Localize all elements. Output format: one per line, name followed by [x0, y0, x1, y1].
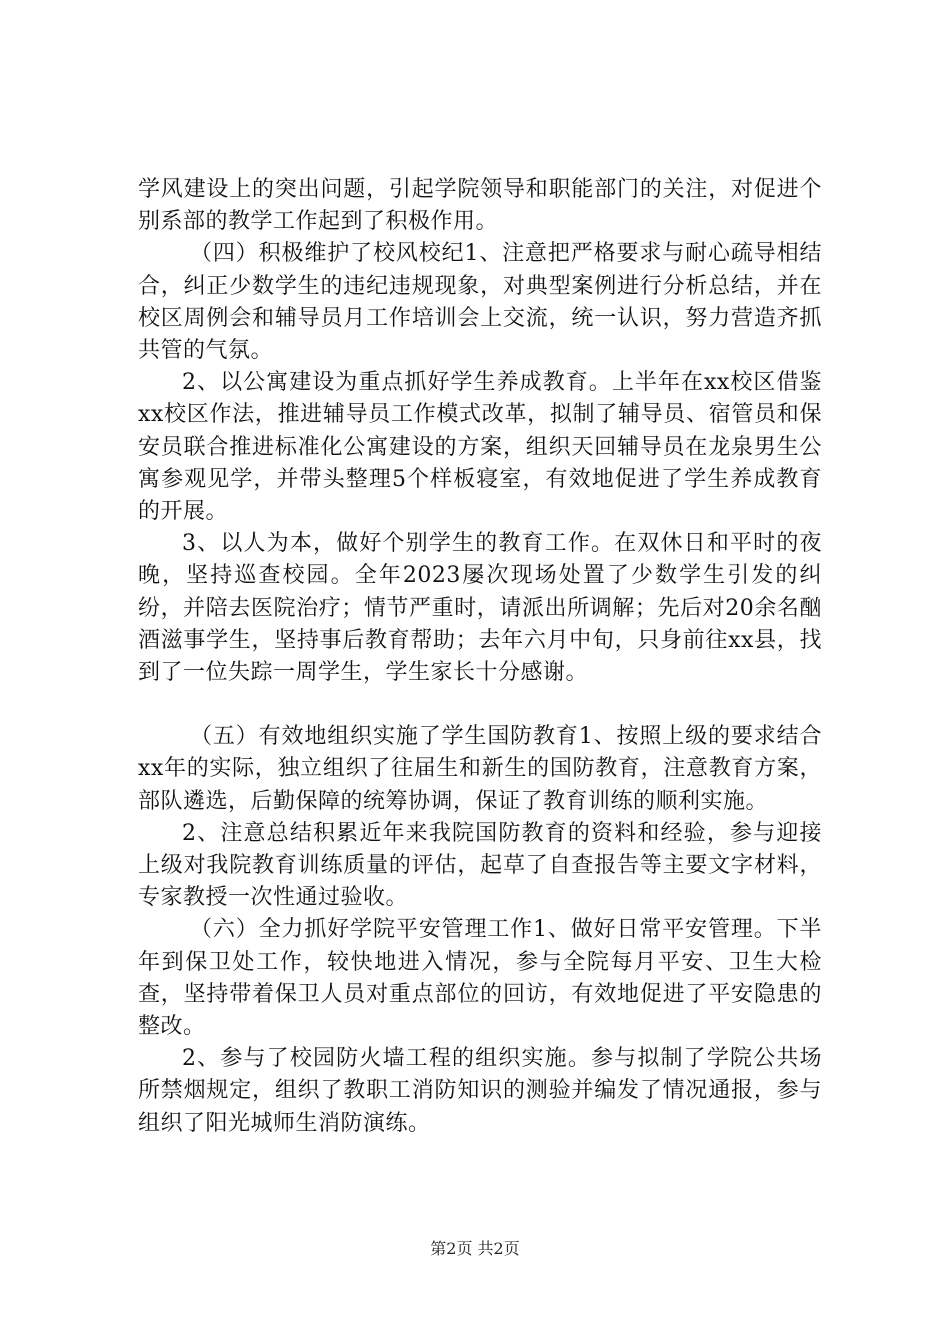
paragraph-individual-education: 3、以人为本，做好个别学生的教育工作。在双休日和平时的夜晚，坚持巡查校园。全年2023屡次现场处置了少数学生引发的纠纷，并陪去医院治疗；情节严重时，请派出所调解；先后对20余名酗酒滋事学生，坚持事后教育帮助；去年六月中旬，只身前往xx县，找到了一位失踪一周学生，学生家长十分感谢。: [138, 531, 822, 686]
paragraph-dormitory-education: 2、以公寓建设为重点抓好学生养成教育。上半年在xx校区借鉴xx校区作法，推进辅导员工作模式改革，拟制了辅导员、宿管员和保安员联合推进标准化公寓建设的方案，组织天回辅导员在龙泉男生公寓参观见学，并带头整理5个样板寝室，有效地促进了学生养成教育的开展。: [138, 370, 822, 525]
paragraph-defense-evaluation: 2、注意总结积累近年来我院国防教育的资料和经验，参与迎接上级对我院教育训练质量的评估，起草了自查报告等主要文字材料，专家教授一次性通过验收。: [138, 820, 822, 911]
paragraph-continuation: 学风建设上的突出问题，引起学院领导和职能部门的关注，对促进个别系部的教学工作起到了积极作用。: [138, 177, 822, 235]
paragraph-section-four: （四）积极维护了校风校纪1、注意把严格要求与耐心疏导相结合，纠正少数学生的违纪违规现象，对典型案例进行分析总结，并在校区周例会和辅导员月工作培训会上交流，统一认识，努力营造齐抓共管的气氛。: [138, 241, 822, 364]
paragraph-gap: [138, 689, 822, 721]
paragraph-section-five: （五）有效地组织实施了学生国防教育1、按照上级的要求结合xx年的实际，独立组织了往届生和新生的国防教育，注意教育方案，部队遴选，后勤保障的统筹协调，保证了教育训练的顺利实施。: [138, 724, 822, 814]
document-body: [138, 174, 822, 1140]
page-number-footer: 第2页 共2页: [430, 1239, 520, 1258]
paragraph-fire-safety: 2、参与了校园防火墙工程的组织实施。参与拟制了学院公共场所禁烟规定，组织了教职工消防知识的测验并编发了情况通报，参与组织了阳光城师生消防演练。: [138, 1046, 822, 1136]
paragraph-section-six: （六）全力抓好学院平安管理工作1、做好日常平安管理。下半年到保卫处工作，较快地进入情况，参与全院每月平安、卫生大检查，坚持带着保卫人员对重点部位的回访，有效地促进了平安隐患的整改。: [138, 917, 822, 1040]
